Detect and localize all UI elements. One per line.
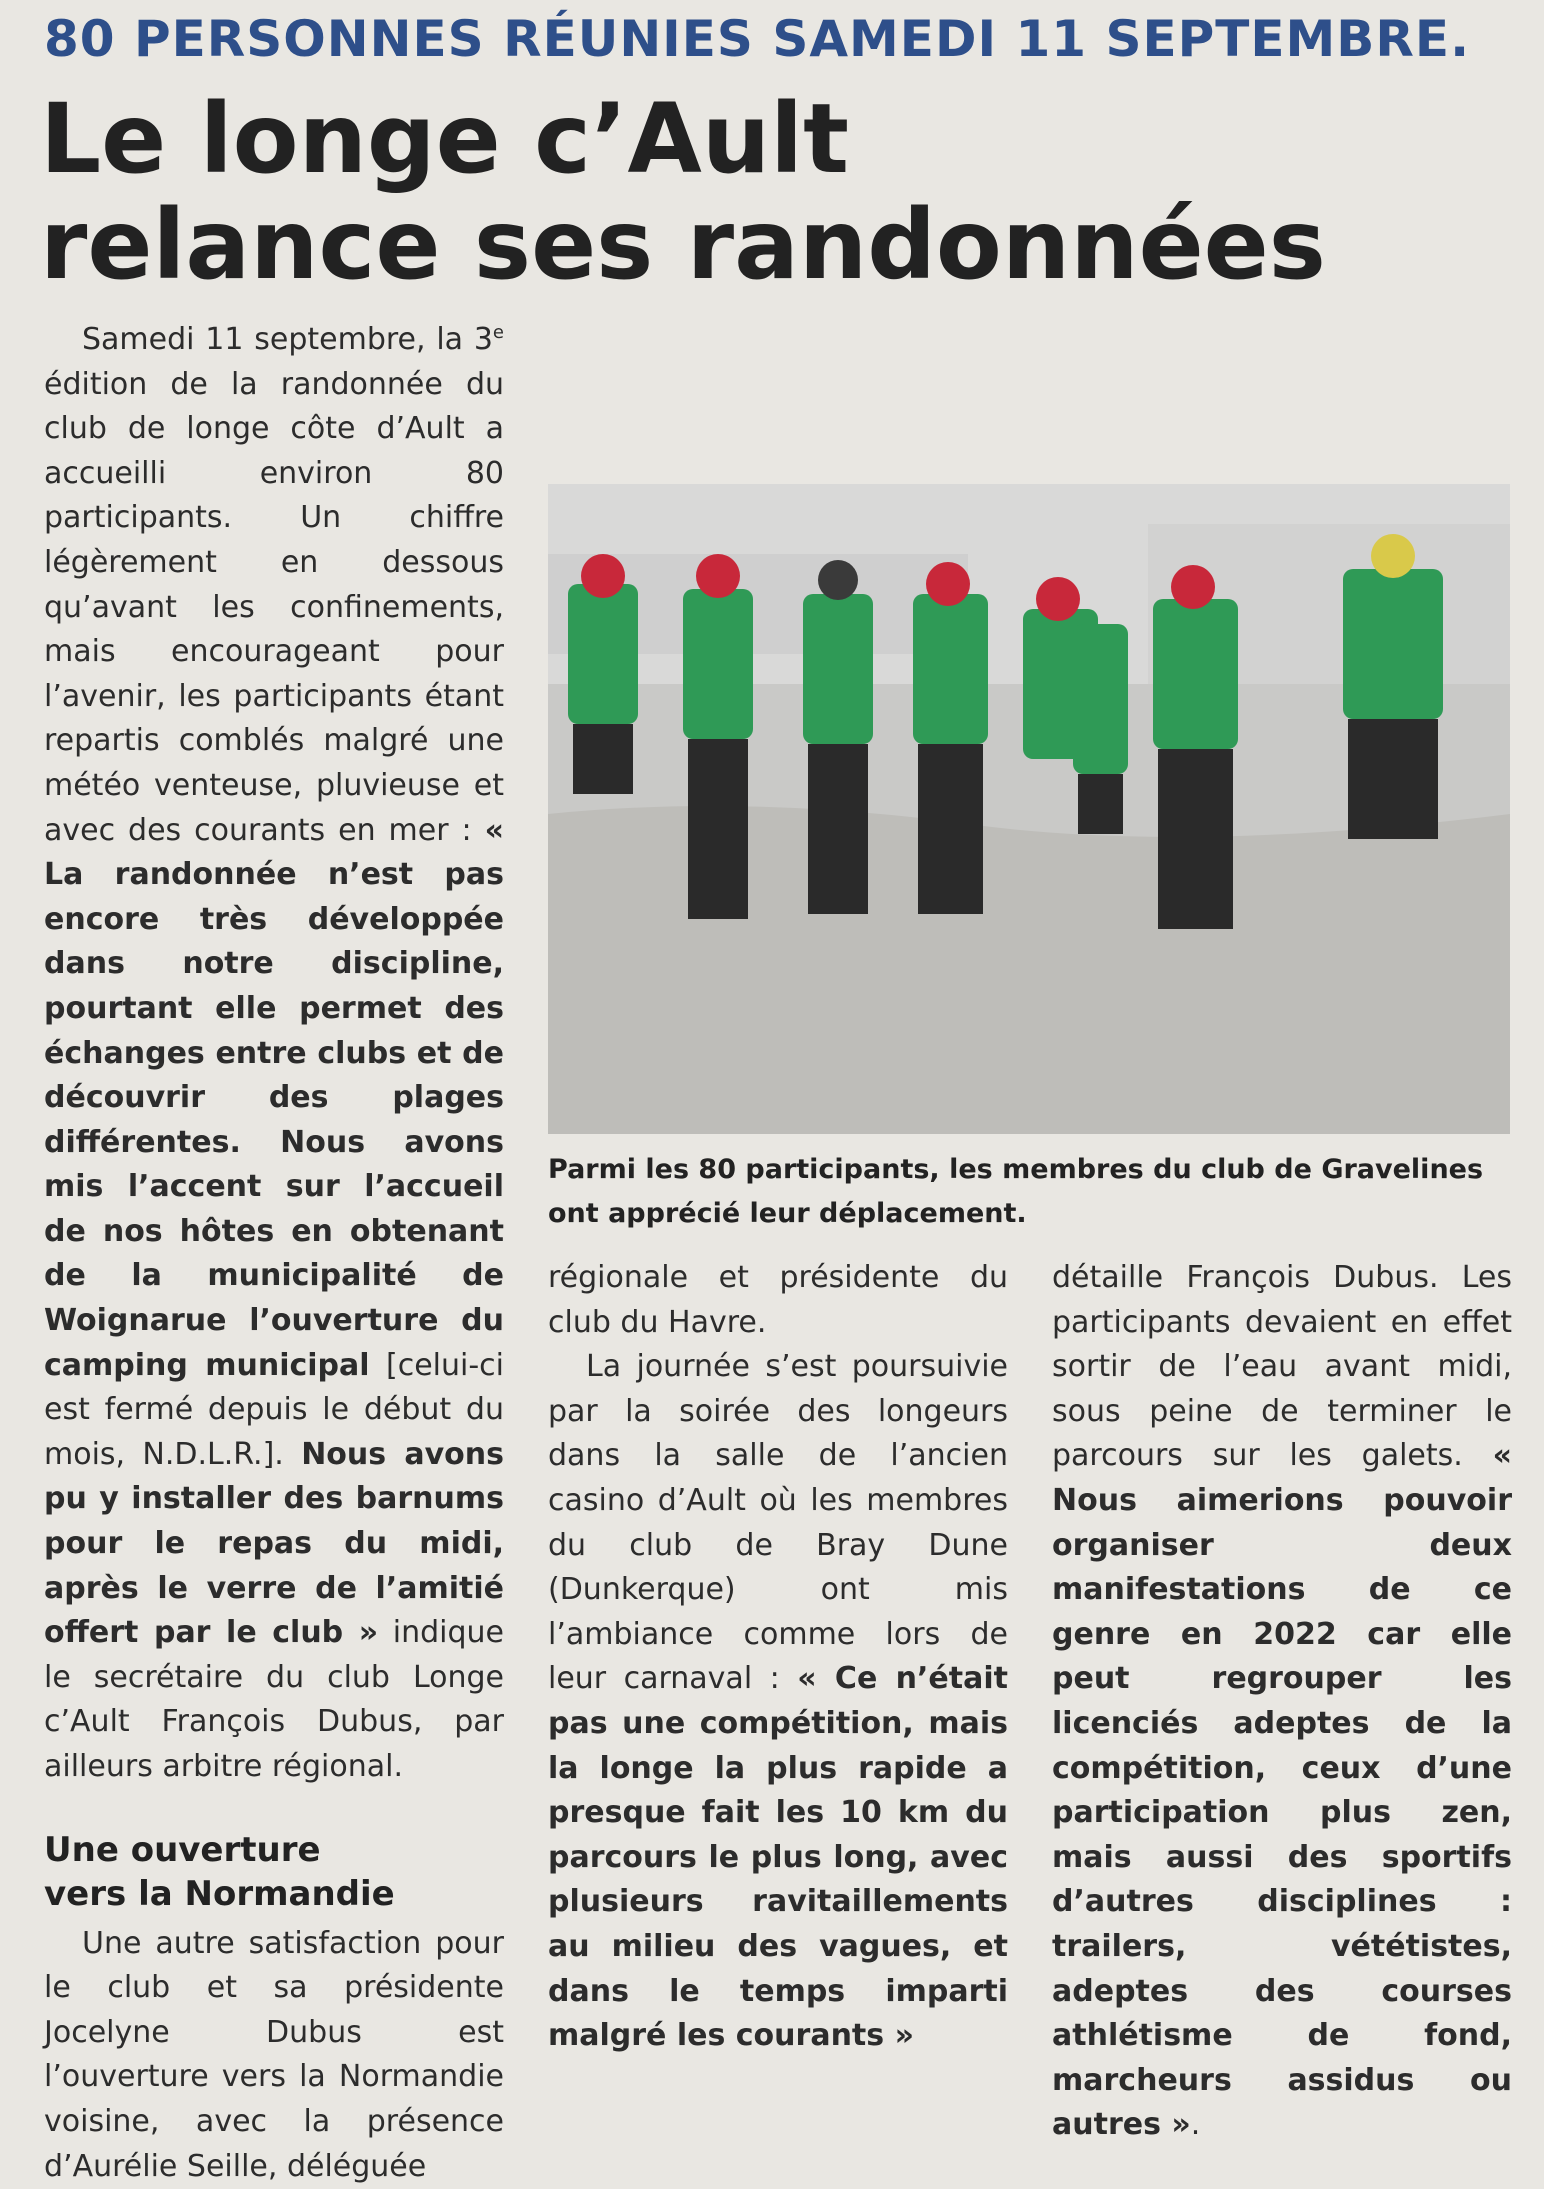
kicker: 80 PERSONNES RÉUNIES SAMEDI 11 SEPTEMBRE. (44, 10, 1471, 68)
paragraph: détaille François Dubus. Les participants devaient en effet sortir de l’eau avant midi, sous peine de terminer le parcours sur les galets. « Nous aimerions pouvoir organiser deux manifestations de ce genre en 2022 car elle peut regrouper les licenciés adeptes de la compétition, ceux d’une participation plus zen, mais aussi des sportifs d’autres disciplines : trailers, vététistes, adeptes des courses athlétisme de fond, marcheurs assidus ou autres ». (1052, 1260, 1512, 2143)
column-3 (1052, 1256, 1512, 2148)
article-photo (548, 484, 1510, 1134)
photo-caption: Parmi les 80 participants, les membres du club de Gravelines ont apprécié leur déplacement. (548, 1154, 1484, 1229)
paragraph: Une autre satisfaction pour le club et sa présidente Jocelyne Dubus est l’ouverture vers la Normandie voisine, avec la présence d’Aurélie Seille, déléguée (44, 1925, 504, 2184)
headline (40, 83, 1500, 301)
subheading: Une ouverture vers la Normandie (44, 1829, 395, 1914)
swimmers-jumping-illustration (548, 484, 1510, 1134)
paragraph: La journée s’est poursuivie par la soirée des longeurs dans la salle de l’ancien casino d’Ault où les membres du club de Bray Dune (Dunkerque) ont mis l’ambiance comme lors de leur carnaval : « Ce n’était pas une compétition, mais la longe la plus rapide a presque fait les 10 km du parcours le plus long, avec plusieurs ravitaillements au milieu des vagues, et dans le temps imparti malgré les courants » (548, 1349, 1008, 2054)
paragraph: Samedi 11 septembre, la 3e édition de la randonnée du club de longe côte d’Ault a accueilli environ 80 participants. Un chiffre légèrement en dessous qu’avant les confinements, mais encourageant pour l’avenir, les participants étant repartis comblés malgré une météo venteuse, pluvieuse et avec des courants en mer : « La randonnée n’est pas encore très développée dans notre discipline, pourtant elle permet des échanges entre clubs et de découvrir des plages différentes. Nous avons mis l’accent sur l’accueil de nos hôtes en obtenant de la municipalité de Woignarue l’ouverture du camping municipal [celui-ci est fermé depuis le début du mois, N.D.L.R.]. Nous avons pu y installer des barnums pour le repas du midi, après le verre de l’amitié offert par le club » indique le secrétaire du club Longe c’Ault François Dubus, par ailleurs arbitre régional. (44, 322, 504, 1784)
column-1 (44, 318, 504, 2189)
headline-line-1: Le longe c’Ault (40, 83, 849, 195)
paragraph: régionale et présidente du club du Havre. (548, 1260, 1008, 1340)
column-2 (548, 1256, 1008, 2059)
headline-line-2: relance ses randonnées (40, 189, 1326, 301)
